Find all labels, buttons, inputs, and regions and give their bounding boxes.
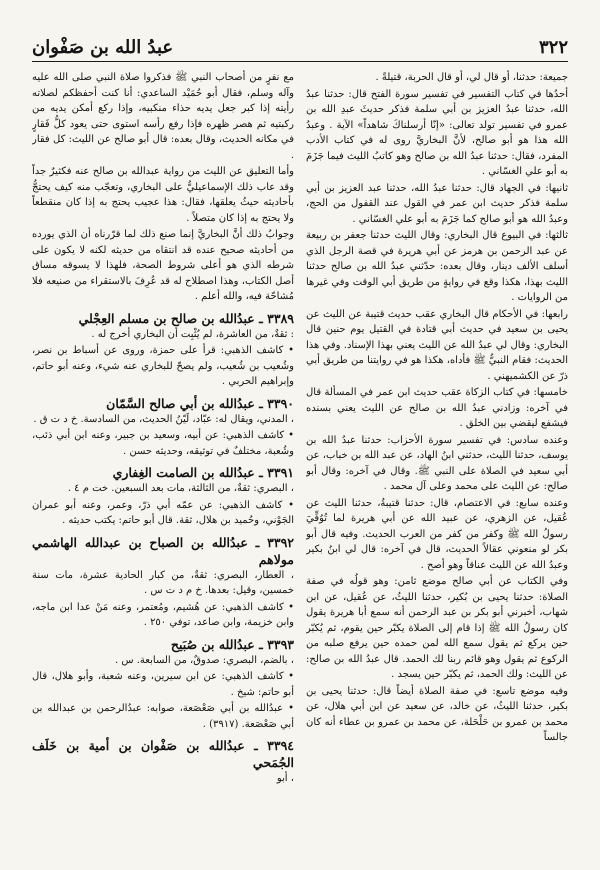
paragraph-text: ، المدني، ويقال له: عبّاد، لَيّنُ الحديث، من السادسة. خ د ت ق . [33,413,294,425]
entry-paragraph [32,737,294,787]
paragraph-text: وأما التعليق عن الليث من رواية عبدالله بن صالح عنه فكثيرٌ جداً وقد عاب ذلك الإسماعيليُّ على البخاري، وتعجّب منه كيف يحتجُّ بأحاديثه حيثُ يعلقها، فقال: هذا عجيب يحتج به إذا كان منقطعاً ولا يحتج به إذا كان متصلاً . [32,166,294,224]
paragraph [32,600,294,631]
entry-paragraph [32,395,294,428]
paragraph-text: وفيه موضع تاسع: في صفة الصلاة أيضاً قال: حدثنا يحيى بن بكير، حدثنا الليثُ، عن خالد، عن سعيد عن ابن أبي هلال، عن محمد بن عمرو بن حَلْحَلة، عن محمد بن عمرو بن عطاء أنه كان جالساً [306,685,568,743]
entry-title: ٣٣٨٩ ـ عبدُالله بن صالح بن مسلم العِجْلي [78,310,294,326]
paragraph [306,228,568,306]
paragraph-text: ، بالضم، البصري: صدوقٌ، من السابعة. س . [115,654,294,666]
page-header [32,28,568,62]
paragraph-text: مع نفرٍ من أصحاب النبي ﷺ فذكروا صلاة النبي صلى الله عليه وآله وسلم، فقال أبو حُمَيْد الساعدي: أنا كنت أحفظكم لصلاته رأيته إذا كبر جعل يديه حذاء منكبيه، وإذا ركع أمكن يديه من ركبتيه ثم هصر ظهره فإذا رفع رأسه استوى حتى يعود كلُّ فَقارٍ في مكانه الحديث، وقال بعده: قال أبو صالح عن الليث: كل فقار . [32,72,294,161]
paragraph-text: : ثقةٌ، من العاشرة، لم يُثْبِت أن البخاري أخرج له . [91,328,294,340]
paragraph [306,574,568,683]
paragraph [306,181,568,228]
paragraph [32,227,294,305]
paragraph-text: وعنده سابع: في الاعتصام، قال: حدثنا قتيبةُ، حدثنا الليث عن عُقيل، عن الزهري، عن عبيد الله عن أبي هريرة لما تُوُفِّيَ رسولُ الله ﷺ وكفر من كفر من العرب الحديث. وفيه قال أبو بكر لو منعوني عقالاً الحديث، قال في آخره: قال لي ابنُ بكير وعبدُ الله عن الليث عناقاً وهو أصح . [306,497,568,571]
paragraph [32,164,294,226]
paragraph-text: ، أبو [276,773,294,784]
paragraph-text: وعنده سادس: في تفسير سورة الأحزاب: حدثنا عبدُ الله بن يوسف، حدثنا الليث، حدثني ابنُ الهاد، عن عبد الله بن خباب، عن أبي سعيد في الصلاة على النبي ﷺ. وقال في آخره: وقال أبو صالح: عن الليث على محمد وعلى آل محمد . [306,434,568,492]
paragraph-text: وجوابُ ذلك أنَّ البخاريَّ إنما صنع ذلك لما قرّرناه أن الذي يورده من أحاديثه صحيح عنده قد انتقاه من حديثه لكنه لا يكون على شرطه الذي هو أعلى شروط الصحة، فلهذا لا يسوقه مساق أصل الكتاب، وهذا اصطلاح له قد عُرِفَ بالاستقراء من صنيعه فلا مُشاحّة فيه، والله أعلم . [32,229,294,302]
paragraph-text: • كاشف الذهبي: عن ابن سيرين، وعنه شعبة، وأبو هلال، قال أبو حاتم: شيخ . [32,671,294,698]
paragraph [32,669,294,700]
paragraph [306,70,568,86]
right-column [306,70,568,860]
paragraph-text: رابعها: في الأحكام قال البخاري عقب حديث قتيبة عن الليث عن يحيى بن سعيد في حديث أبي قتادة في القتيل يوم حنين قال البخاري: وقال لي عبدُ الله عن الليث يعني بهذا الإسناد. وفي هذا الحديث: فقام النبيُّ ﷺ فأداه، هكذا هو في روايتنا من طريق أبي ذرّ عن الكشميهني . [306,308,568,382]
entry-paragraph [32,464,294,497]
paragraph [306,684,568,746]
paragraph-text: وفي الكتاب عن أبي صالح موضع ثامن: وهو قولُه في صفة الصلاة: حدثنا يحيى بن بُكير، حدثنا الليثُ، عن عُقيل، عن ابن شهاب، أخبرني أبو بكر بن عبد الرحمن أنه سمع أبا هريرة يقول كان رسولُ الله ﷺ إذا قام إلى الصلاة يكبّر حين يقوم، ثم يُكبّر حين يركع ثم يقول سمع الله لمن حمده حين يرفع صلبه من الركوع ثم يقول وهو قائم ربنا لك الحمد. قال عبدُ الله بن صالح: عن الليث: ولك الحمد، ثم يكبّر حين يسجد . [306,576,568,680]
paragraph-text: ، العطار، البصري: ثقةٌ، من كبار الحادية عشرة، مات سنة خمسين، وقيل: بعدها. خ م د ت س . [32,569,294,596]
paragraph-text: ثانيها: في الجهاد قال: حدثنا عبدُ الله، حدثنا عبد العزيز بن أبي سلمة فذكر حديث ابن عمر في القول عند القفول من الحج، وعبدُ الله هو أبو صالح كما جَزَمَ به أبو علي الغسّاني . [306,182,568,225]
entry-paragraph [32,534,294,599]
paragraph [306,87,568,180]
left-column [32,70,294,860]
paragraph-text: • كاشف الذهبي: عن هُشيم، ومُعتمر، وعنه مَنْ عدا ابن ماجه، وابن خزيمة، وابن صاعد، توفي ٢٥٠ . [32,601,294,628]
entry-title: ٣٣٩٢ ـ عبدُالله بن الصباح بن عبدالله الهاشمي مولاهم [32,534,294,567]
paragraph-text: • كاشف الذهبي: قرأ على حمزة، وروى عن أسباط بن نصر، وشُعيب بن شُعيب، ولم يصحّ للبخاري عنه شيء، وعنه أبو حاتم، وإبراهيم الحربي . [32,345,294,387]
paragraph-text: ثالثها: في البيوع قال البخاري: وقال الليث حدثنا جعفر بن ربيعة عن عبد الرحمن بن هرمز عن أبي هريرة في قصة الرجل الذي أسلف الألف دينار، وقال بعده: حدّثني عبدُ الله بن صالح حدثنا الليث بهذا، هكذا وقع في روايةٍ من طريق أبي الوقت وفي غيرها من الروايات . [306,230,568,303]
paragraph [32,70,294,163]
paragraph-text: • كاشف الذهبي: عن أبيه، وسعيد بن جبير، وعنه ابن أبي ذئب، وشُعبة، مختلفٌ في توثيقه، وحديثه حسن . [32,430,294,457]
paragraph [306,433,568,495]
paragraph [32,343,294,390]
paragraph-text: جميعة: حدثنا، أو قال لي، أو قال الحربة، قتيلةً . [375,72,568,83]
entry-paragraph [32,310,294,343]
paragraph [306,496,568,574]
paragraph-text: خامسها: في كتاب الزكاة عقب حديث ابن عمر في المسألة قال في آخره: وزادني عبدُ الله بن صالح عن الليث يعني بسنده فيشفع ليقضي بين الخلق . [306,387,568,429]
page-number: ٣٢٢ [538,37,568,58]
entry-title: ٣٣٩٠ ـ عبدُالله بن أبي صالح السَّمّان [106,395,294,411]
entry-title: ٣٣٩٣ ـ عبدُالله بن صُبَيح [170,636,294,652]
paragraph-text: • كاشف الذهبي: عن عمّه أبي ذرّ، وعمر، وعنه أبو عمران الجَوْني، وحُميد بن هلال، ثقة. قال أبو حاتم: يكتب حديثه . [32,499,294,526]
entry-paragraph [32,636,294,669]
paragraph-text: • عبدُالله بن أبي صَعْصَعة، صوابه: عبدُالرحمن بن عبدالله بن أبي صَعْصَعة. (٣٩١٧) . [32,703,294,730]
paragraph-text: ، البصري: ثقةٌ، من الثالثة، مات بعد السبعين. خت م ٤ . [67,483,294,494]
paragraph [32,701,294,732]
paragraph [32,428,294,459]
paragraph [306,307,568,385]
paragraph [306,385,568,432]
running-title: عبدُ الله بن صَفْوان [32,37,174,58]
text-columns [32,70,568,860]
paragraph [32,498,294,529]
entry-title: ٣٣٩٤ ـ عبدُالله بن صَفْوان بن أمية بن خَلَف الجُمَحي [32,738,294,770]
paragraph-text: أحدُها في كتاب التفسير في تفسير سورة الفتح قال: حدثنا عبدُ الله، حدثنا عبدُ العزيز بن أبي سلمة فذكر حديثَ عبدِ الله بن عمرو في تفسير تولد تعالى: «إنّا أرسلناكَ شاهداً» الآية . وعبدُ الله هذا هو أبو صالح، لأنَّ البخاريَّ روى له في كتاب الأدب المفرد، فقال: حدثنا عبدُ الله بن صالح وهو كاتبُ الليث فيما جَزَمَ به أبو علي الغسّاني . [306,88,568,177]
entry-title: ٣٣٩١ ـ عبدُالله بن الصامت الغِفاري [112,465,294,480]
